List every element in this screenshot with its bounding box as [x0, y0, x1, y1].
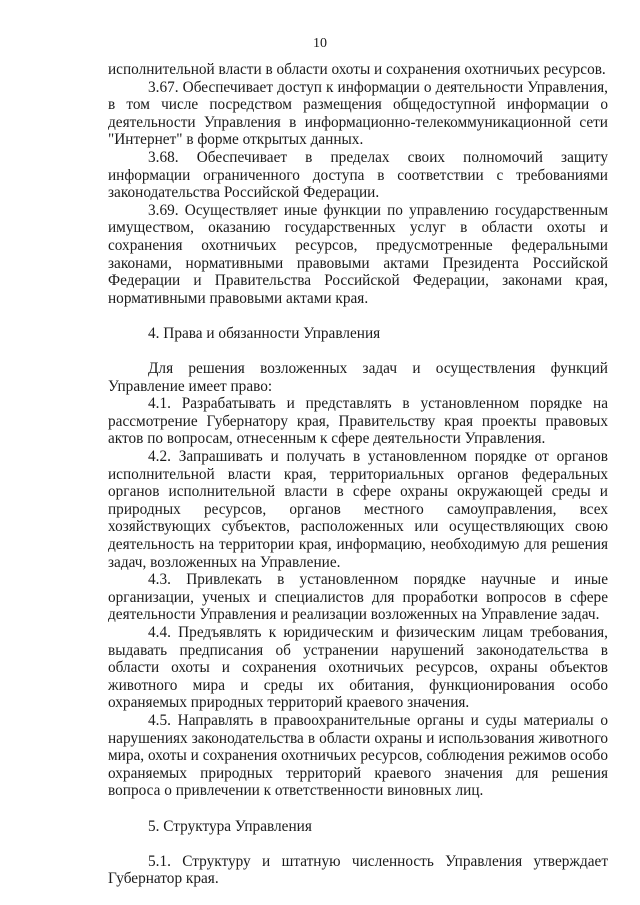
paragraph-3-67: 3.67. Обеспечивает доступ к информации о деятельности Управления, в том числе посредством размещения общедоступной информации о деятельности Управления в информационно-телекоммуникационной сети "Интернет" в форме открытых данных.: [108, 78, 608, 149]
section-5-heading: 5. Структура Управления: [148, 817, 312, 835]
paragraph-3-68: 3.68. Обеспечивает в пределах своих полномочий защиту информации ограниченного доступа в соответствии с требованиями законодательства Российской Федерации.: [108, 148, 608, 202]
paragraph-continuation: исполнительной власти в области охоты и сохранения охотничьих ресурсов.: [108, 61, 606, 78]
paragraph-4-2: 4.2. Запрашивать и получать в установленном порядке от органов исполнительной власти края, территориальных органов федеральных органов исполнительной власти в сфере охраны окружающей среды и природных ресурсов, органов местного самоуправления, всех хозяйствующих субъектов, расположенных или осуществляющих свою деятельность на территории края, информацию, необходимую для решения задач, возложенных на Управление.: [108, 448, 608, 571]
section-4-heading: 4. Права и обязанности Управления: [148, 324, 381, 342]
paragraph-4-3: 4.3. Привлекать в установленном порядке научные и иные организации, ученых и специалистов для проработки вопросов в сфере деятельности Управления и реализации возложенных на Управление задач.: [108, 571, 608, 624]
paragraph-4-4: 4.4. Предъявлять к юридическим и физическим лицам требования, выдавать предписания об устранении нарушений законодательства в области охоты и сохранения охотничьих ресурсов, охраны объектов животного мира и среды их обитания, функционирования особо охраняемых природных территорий краевого значения.: [108, 624, 608, 712]
section-4-intro: Для решения возложенных задач и осуществления функций Управление имеет право:: [108, 360, 608, 395]
paragraph-5-1: 5.1. Структуру и штатную численность Управления утверждает Губернатор края.: [108, 852, 608, 888]
page-number: 10: [313, 36, 327, 51]
paragraph-4-5: 4.5. Направлять в правоохранительные органы и суды материалы о нарушениях законодательства в области охраны и использования животного мира, охоты и сохранения охотничьих ресурсов, соблюдения режимов особо охраняемых природных территорий краевого значения для решения вопроса о привлечении к ответственности виновных лиц.: [108, 711, 608, 800]
paragraph-4-1: 4.1. Разрабатывать и представлять в установленном порядке на рассмотрение Губернатору края, Правительству края проекты правовых актов по вопросам, отнесенным к сфере деятельности Управления.: [108, 395, 608, 448]
document-body: [108, 61, 608, 888]
paragraph-3-69: 3.69. Осуществляет иные функции по управлению государственным имуществом, оказанию государственных услуг в области охоты и сохранения охотничьих ресурсов, предусмотренные федеральными законами, нормативными правовыми актами Президента Российской Федерации и Правительства Российской Федерации, законами края, нормативными правовыми актами края.: [108, 201, 608, 307]
